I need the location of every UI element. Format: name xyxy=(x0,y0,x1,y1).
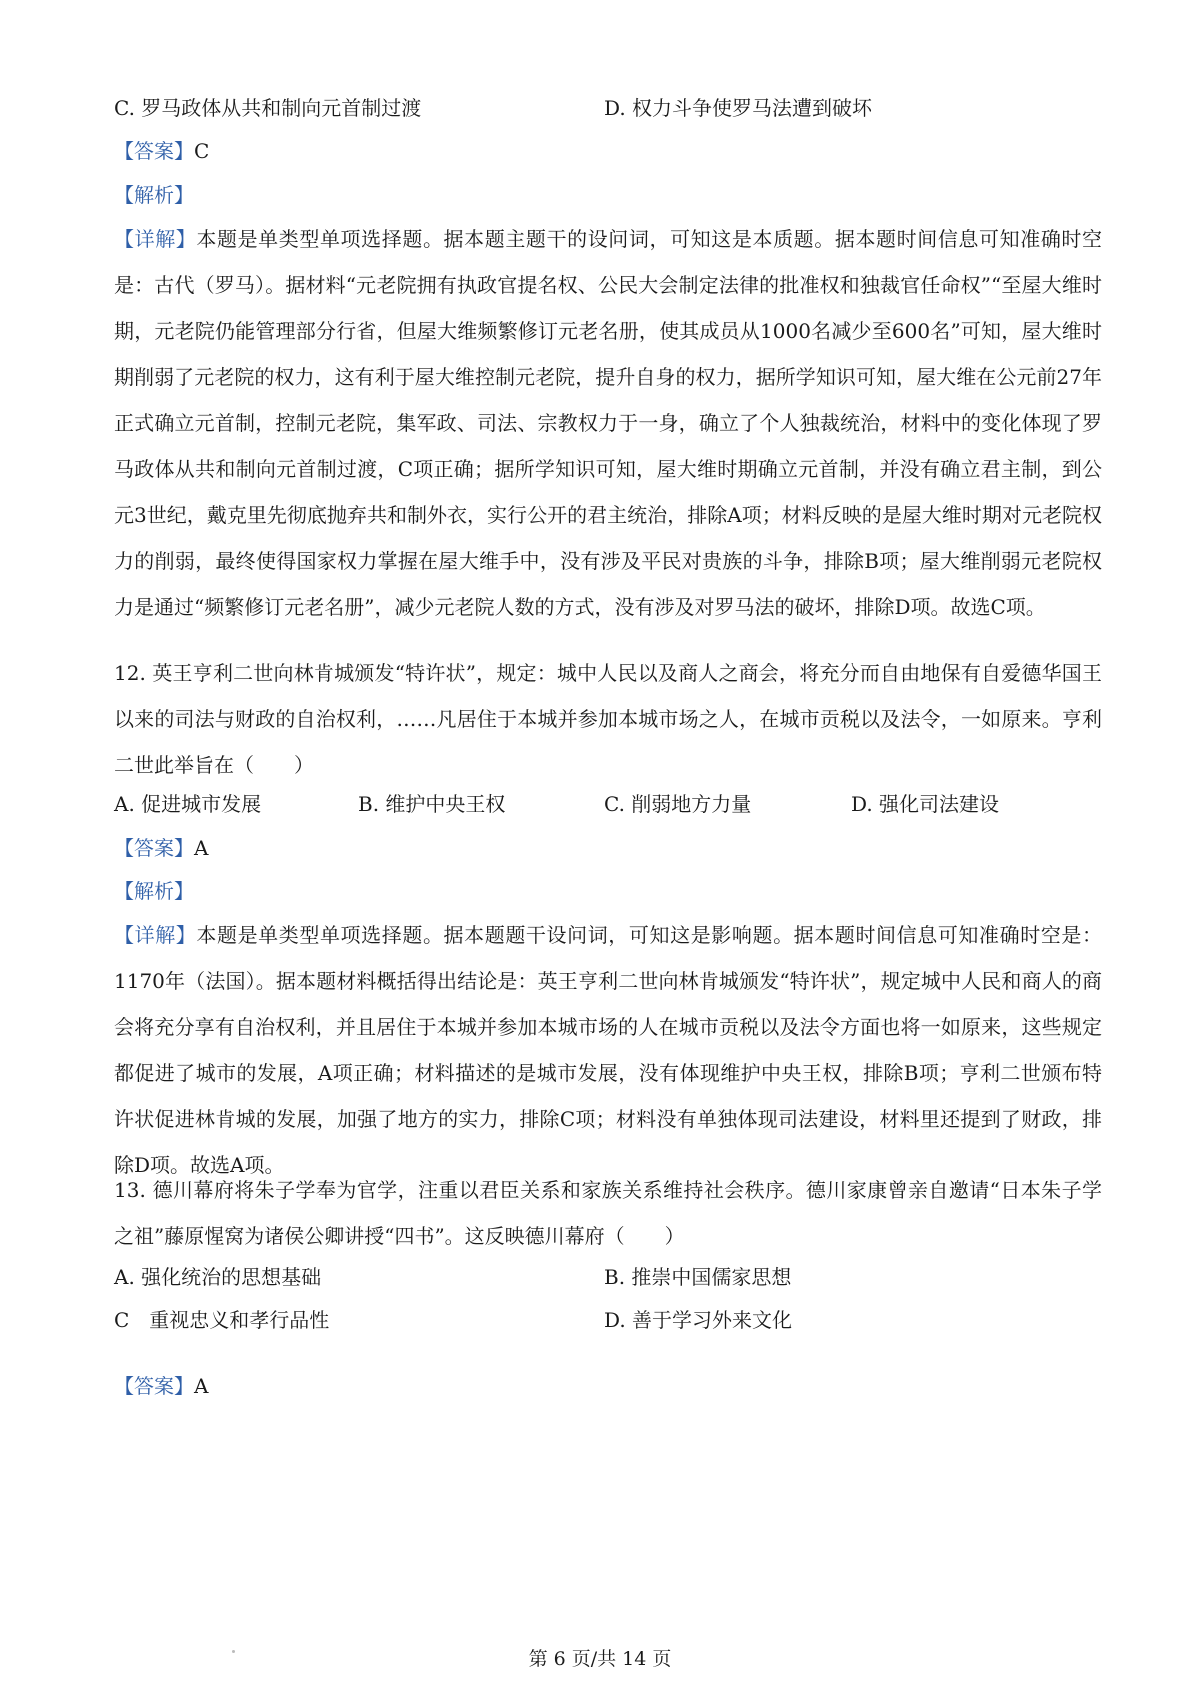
analysis-label: 【解析】 xyxy=(114,183,194,207)
analysis-label: 【解析】 xyxy=(114,879,194,903)
answer-label: 【答案】 xyxy=(114,139,194,163)
q11-option-d: D. 权力斗争使罗马法遭到破坏 xyxy=(604,96,873,120)
q13-option-c: C 重视忠义和孝行品性 xyxy=(114,1308,330,1332)
q13-answer xyxy=(114,1372,208,1400)
answer-label: 【答案】 xyxy=(114,1374,194,1398)
q12-option-b: B. 维护中央王权 xyxy=(358,792,506,816)
detail-text: 本题是单类型单项选择题。据本题主题干的设问词，可知这是本质题。据本题时间信息可知准确时空是：古代（罗马）。据材料“元老院拥有执政官提名权、公民大会制定法律的批准权和独裁官任命权”“至屋大维时期，元老院仍能管理部分行省，但屋大维频繁修订元老名册，使其成员从1000名减少至600名”可知，屋大维时期削弱了元老院的权力，这有利于屋大维控制元老院，提升自身的权力，据所学知识可知，屋大维在公元前27年正式确立元首制，控制元老院，集军政、司法、宗教权力于一身，确立了个人独裁统治，材料中的变化体现了罗马政体从共和制向元首制过渡，C项正确；据所学知识可知，屋大维时期确立元首制，并没有确立君主制，到公元3世纪，戴克里先彻底抛弃共和制外衣，实行公开的君主统治，排除A项；材料反映的是屋大维时期对元老院权力的削弱，最终使得国家权力掌握在屋大维手中，没有涉及平民对贵族的斗争，排除B项；屋大维削弱元老院权力是通过“频繁修订元老名册”，减少元老院人数的方式，没有涉及对罗马法的破坏，排除D项。故选C项。 xyxy=(114,227,1103,619)
q12-detail xyxy=(114,912,1102,1188)
detail-label: 【详解】 xyxy=(114,923,197,947)
q11-option-c: C. 罗马政体从共和制向元首制过渡 xyxy=(114,96,422,120)
answer-value: A xyxy=(194,1374,209,1398)
q11-analysis-label xyxy=(114,181,194,209)
q12-analysis-label xyxy=(114,877,194,905)
q11-answer xyxy=(114,137,209,165)
detail-text: 本题是单类型单项选择题。据本题题干设问词，可知这是影响题。据本题时间信息可知准确时空是：1170年（法国）。据本题材料概括得出结论是：英王亨利二世向林肯城颁发“特许状”，规定城中人民和商人的商会将充分享有自治权利，并且居住于本城并参加本城市场的人在城市贡税以及法令方面也将一如原来，这些规定都促进了城市的发展，A项正确；材料描述的是城市发展，没有体现维护中央王权，排除B项；亨利二世颁布特许状促进林肯城的发展，加强了地方的实力，排除C项；材料没有单独体现司法建设，材料里还提到了财政，排除D项。故选A项。 xyxy=(114,923,1103,1177)
q11-detail xyxy=(114,216,1102,630)
answer-value: C xyxy=(194,139,210,163)
q13-option-d: D. 善于学习外来文化 xyxy=(604,1308,793,1332)
q12-stem: 12. 英王亨利二世向林肯城颁发“特许状”，规定：城中人民以及商人之商会，将充分而自由地保有自爱德华国王以来的司法与财政的自治权利，……凡居住于本城并参加本城市场之人，在城市贡税以及法令，一如原来。亨利二世此举旨在（ ） xyxy=(114,661,1102,777)
q12-option-a: A. 促进城市发展 xyxy=(114,792,262,816)
answer-label: 【答案】 xyxy=(114,836,194,860)
q13-option-a: A. 强化统治的思想基础 xyxy=(114,1265,322,1289)
q12-answer xyxy=(114,834,208,862)
answer-value: A xyxy=(194,836,209,860)
q12-option-c: C. 削弱地方力量 xyxy=(604,792,752,816)
detail-label: 【详解】 xyxy=(114,227,197,251)
q12-option-d: D. 强化司法建设 xyxy=(851,792,1000,816)
q13-option-b: B. 推崇中国儒家思想 xyxy=(604,1265,792,1289)
q13-stem: 13. 德川幕府将朱子学奉为官学，注重以君臣关系和家族关系维持社会秩序。德川家康曾亲自邀请“日本朱子学之祖”藤原惺窝为诸侯公卿讲授“四书”。这反映德川幕府（ ） xyxy=(114,1178,1102,1248)
page-footer: 第 6 页/共 14 页 xyxy=(528,1648,672,1670)
